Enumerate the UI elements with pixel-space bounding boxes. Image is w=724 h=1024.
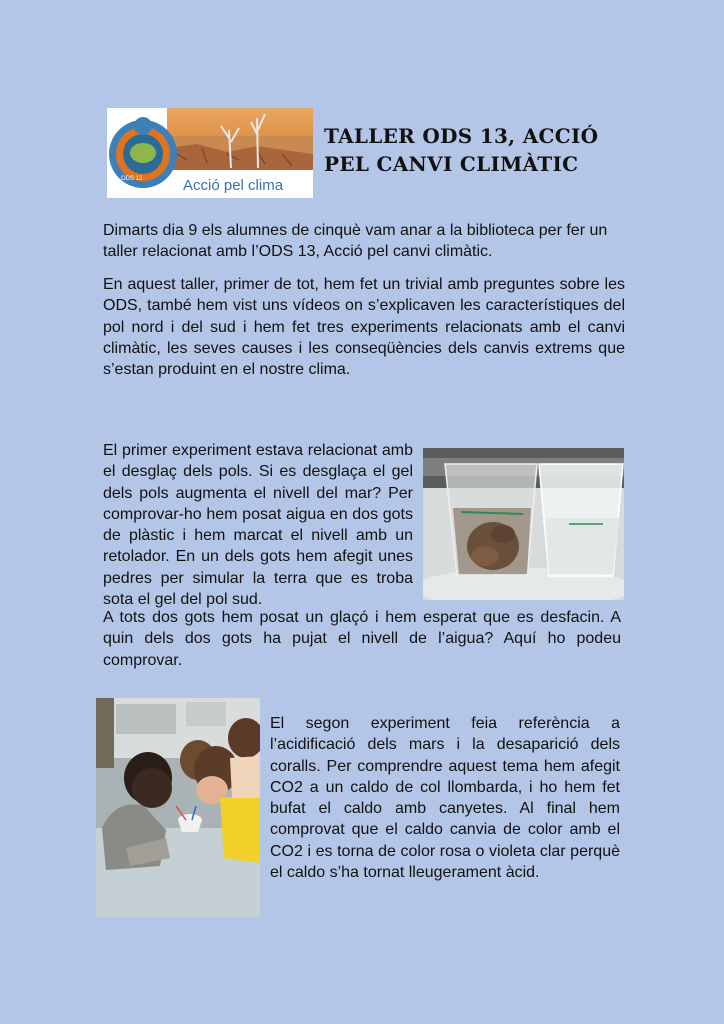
logo-caption: Acció pel clima xyxy=(183,177,284,194)
experiment1-paragraph: El primer experiment estava relacionat amb el desglaç dels pols. Si es desglaça el gel dels pols augmenta el nivell del mar? Per comprovar-ho hem posat aigua en dos gots de plàstic i hem marcat el nivell amb un retolador. En un dels gots hem afegit unes pedres per simular la terra que es troba sota el gel del pol sud. xyxy=(103,442,413,609)
page-title xyxy=(324,122,644,178)
intro-paragraph: Dimarts dia 9 els alumnes de cinquè vam anar a la biblioteca per fer un taller relacionat amb l’ODS 13, Acció pel canvi climàtic. xyxy=(103,222,608,261)
logo-badge: ODS 13 xyxy=(121,176,143,182)
acció-pel-clima-logo xyxy=(107,108,313,198)
title-line-2: PEL CANVI CLIMÀTIC xyxy=(324,152,579,176)
students-photo-graphic xyxy=(96,698,260,917)
experiment1-continuation-paragraph: A tots dos gots hem posat un glaçó i hem esperat que es desfacin. A quin dels dos gots ha pujat el nivell de l’aigua? Aquí ho podeu comprovar. xyxy=(103,609,621,669)
experiment2-paragraph: El segon experiment feia referència a l’acidificació dels mars i la desaparició dels coralls. Per comprendre aquest tema hem afegit CO2 a un caldo de col llombarda, i ho hem fet bufat el caldo amb canyetes. Al final hem comprovat que el caldo canvia de color amb el CO2 i es torna de color rosa o violeta clar perquè el caldo s’ha tornat lleugerament àcid. xyxy=(270,715,620,882)
cups-photo-graphic xyxy=(423,448,624,600)
workshop-paragraph: En aquest taller, primer de tot, hem fet un trivial amb preguntes sobre les ODS, també hem vist uns vídeos on s’explicaven les característiques del pol nord i del sud i hem fet tres experiments relacionats amb el canvi climàtic, les seves causes i les conseqüències dels canvis extrems que s’estan produint en el nostre clima. xyxy=(103,276,625,379)
logo-graphic xyxy=(107,108,313,198)
title-line-1: TALLER ODS 13, ACCIÓ xyxy=(324,124,599,148)
students-experiment-photo xyxy=(96,698,260,917)
cups-experiment-photo xyxy=(423,448,624,600)
